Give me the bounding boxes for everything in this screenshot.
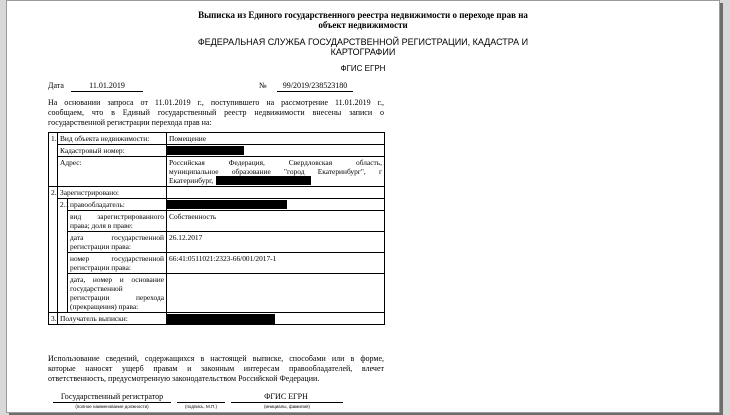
address-line3: Екатеринбург,: [169, 176, 214, 185]
intro-line1: На основании запроса от 11.01.2019 г., поступившего на рассмотрение 11.01.2019 г.,: [48, 98, 384, 107]
termination-value: [167, 274, 385, 313]
table-row: [49, 187, 385, 199]
notice-line3: ответственность, предусмотренную законодательством Российской Федерации.: [48, 374, 320, 383]
table-row: [49, 133, 385, 145]
address-label: Адрес:: [58, 157, 167, 187]
date-label: Дата: [48, 81, 64, 90]
document-page: [6, 0, 720, 413]
cadastral-label: Кадастровый номер:: [58, 145, 167, 157]
recipient-label: Получатель выписки:: [58, 313, 167, 325]
table-row: [49, 145, 385, 157]
reg-number-label-line1: номер государственной: [70, 254, 165, 263]
row-number: 3.: [49, 313, 58, 325]
table-row: [49, 211, 385, 232]
caption-signature: (подпись, М.П.): [185, 404, 217, 409]
signature-line-name: [231, 402, 343, 403]
agency-name-line2: КАРТОГРАФИИ: [330, 47, 396, 57]
address-value: [167, 157, 385, 187]
right-type-label-line2: права; доля в праве:: [70, 221, 133, 230]
row-number: 1.: [49, 133, 58, 187]
termination-label-line1: дата, номер и основание: [70, 275, 165, 284]
reg-number-label: [68, 253, 167, 274]
intro-line2: сообщаем, что в Единый государственный реестр недвижимости внесены записи о: [48, 108, 384, 117]
notice-line1: Использование сведений, содержащихся в настоящей выписке, способами или в форме,: [48, 354, 384, 363]
table-row: [49, 199, 385, 211]
redaction-bar: [167, 200, 287, 209]
holder-value: [167, 199, 385, 211]
registry-table: [48, 132, 385, 325]
reg-date-label-line1: дата государственной: [70, 233, 165, 242]
address-line1: Российская Федерация, Свердловская область,: [169, 158, 383, 167]
registered-label: Зарегистрировано:: [58, 187, 167, 199]
table-row: [49, 274, 385, 313]
caption-name: (инициалы, фамилия): [264, 404, 310, 409]
number-label: №: [259, 81, 267, 90]
number-value: 99/2019/238523180: [277, 81, 353, 92]
reg-date-label: [68, 232, 167, 253]
signature-line-position: [53, 402, 171, 403]
table-row: [49, 232, 385, 253]
signer-name: ФГИС ЕГРН: [264, 392, 308, 401]
table-row: [49, 157, 385, 187]
row-number: 2.: [49, 187, 58, 313]
redaction-bar: [167, 314, 275, 324]
termination-label-line4: (прекращения) права:: [70, 302, 139, 311]
address-line3-wrap: [169, 176, 382, 185]
reg-number-label-line2: регистрации права:: [70, 263, 131, 272]
termination-label-line3: регистрации перехода: [70, 293, 165, 302]
reg-number-value: 66:41:0511021:2323-66/001/2017-1: [167, 253, 385, 274]
intro-line3: государственной регистрации перехода прав на:: [48, 118, 212, 127]
date-value: 11.01.2019: [71, 81, 143, 92]
system-name: ФГИС ЕГРН: [340, 64, 386, 73]
right-type-label-line1: вид зарегистрированного: [70, 212, 165, 221]
signer-position: Государственный регистратор: [60, 392, 164, 401]
redaction-bar: [216, 176, 311, 185]
document-title-line1: Выписка из Единого государственного реестра недвижимости о переходе прав на: [198, 10, 528, 20]
agency-name-line1: ФЕДЕРАЛЬНАЯ СЛУЖБА ГОСУДАРСТВЕННОЙ РЕГИСТРАЦИИ, КАДАСТРА И: [197, 37, 529, 47]
notice-line2: которые наносят ущерб правам и законным интересам правообладателей, влечет: [48, 364, 384, 373]
right-type-label: [68, 211, 167, 232]
termination-label: [68, 274, 167, 313]
recipient-value: [167, 313, 385, 325]
sub-row-number: 2.1: [58, 199, 68, 313]
reg-date-value: 26.12.2017: [167, 232, 385, 253]
cadastral-value: [167, 145, 385, 157]
redaction-bar: [167, 146, 244, 155]
object-type-value: Помещение: [167, 133, 385, 145]
table-row: [49, 313, 385, 325]
right-type-value: Собственность: [167, 211, 385, 232]
document-title-line2: объект недвижимости: [318, 20, 408, 30]
reg-date-label-line2: регистрации права:: [70, 242, 131, 251]
holder-label: правообладатель:: [68, 199, 167, 211]
signature-line-signature: [177, 402, 225, 403]
address-line2: муниципальное образование "город Екатеринбург", г: [169, 167, 383, 176]
termination-label-line2: государственной: [70, 284, 123, 293]
registered-value: [167, 187, 385, 199]
caption-position: (полное наименование должности): [75, 404, 149, 409]
table-row: [49, 253, 385, 274]
object-type-label: Вид объекта недвижимости:: [58, 133, 167, 145]
